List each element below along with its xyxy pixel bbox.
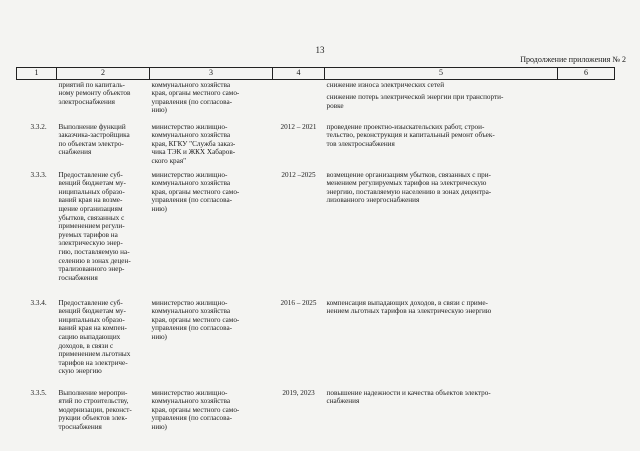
- program-table: [16, 67, 615, 440]
- executor-text: министерство жилищно- коммунального хозяйства края, КГКУ "Служба заказ- чика ТЭК и ЖКХ Хабаров- ского края": [151, 122, 236, 165]
- years-text: 2012 –2025: [281, 170, 316, 179]
- note-text: [558, 79, 615, 122]
- note-text: [558, 170, 615, 298]
- measure-text: Предоставление суб- венций бюджетам му- ниципальных образо- ваний края на возме- щение организациям убытков, связанных с применением регули- руемых тарифов на электрическую энер- гию, поставляемую на- селению в зонах децен- трализованного энер- госнабжения: [58, 170, 131, 282]
- item-number: [17, 79, 57, 122]
- years-text: 2016 – 2025: [280, 298, 317, 307]
- header-cell-4: 4: [273, 68, 325, 80]
- result-text: снижение износа электрических сетей: [326, 80, 445, 89]
- table-row: [17, 79, 615, 122]
- note-text: [558, 122, 615, 170]
- result-text: снижение потерь электрической энергии при транспорти- ровке: [326, 93, 504, 110]
- table-row: [17, 170, 615, 298]
- header-cell-2: 2: [57, 68, 150, 80]
- result-text: возмещение организациям убытков, связанных с при- менением регулируемых тарифов на электрическую энергию, поставляемую населению в зонах децентра- лизованного энергоснабжения: [326, 170, 492, 205]
- item-number: 3.3.5.: [30, 388, 47, 397]
- header-cell-1: 1: [17, 68, 57, 80]
- result-text: повышение надежности и качества объектов электро- снабжения: [326, 388, 491, 406]
- item-number: 3.3.3.: [30, 170, 47, 179]
- note-text: [558, 298, 615, 388]
- table-row: [17, 298, 615, 388]
- measure-text: Выполнение меропри- ятий по строительству, модернизации, реконст- рукции объектов элек- троснабжения: [58, 388, 132, 431]
- years-text: 2012 – 2021: [280, 122, 317, 131]
- executor-text: коммунального хозяйства края, органы местного само- управления (по согласова- нию): [151, 80, 240, 115]
- item-number: 3.3.4.: [30, 298, 47, 307]
- executor-text: министерство жилищно- коммунального хозяйства края, органы местного само- управления (по согласова- нию): [151, 388, 240, 431]
- measure-text: Предоставление суб- венций бюджетам му- ниципальных образо- ваний края на компен- сацию выпадающих доходов, в связи с применением льготных тарифов на электриче- скую энергию: [58, 298, 131, 376]
- header-cell-6: 6: [558, 68, 615, 80]
- years-text: [273, 79, 325, 122]
- executor-text: министерство жилищно- коммунального хозяйства края, органы местного само- управления (по согласова- нию): [151, 170, 240, 213]
- executor-text: министерство жилищно- коммунального хозяйства края, органы местного само- управления (по согласова- нию): [151, 298, 240, 341]
- measure-text: приятий по капиталь- ному ремонту объектов электроснабжения: [58, 80, 131, 106]
- header-row: [17, 68, 615, 80]
- header-cell-3: 3: [150, 68, 273, 80]
- page-number: 13: [315, 45, 325, 55]
- years-text: 2019, 2023: [282, 388, 315, 397]
- measure-text: Выполнение функций заказчика-застройщика по объектам электро- снабжения: [58, 122, 130, 157]
- item-number: 3.3.2.: [30, 122, 47, 131]
- table-row: [17, 122, 615, 170]
- result-cell: [325, 79, 558, 122]
- result-text: компенсация выпадающих доходов, в связи с приме- нением льготных тарифов на электрическую энергию: [326, 298, 492, 316]
- note-text: [558, 388, 615, 440]
- table-row: [17, 388, 615, 440]
- header-cell-5: 5: [325, 68, 558, 80]
- continuation-label: Продолжение приложения № 2: [520, 55, 626, 64]
- result-text: проведение проектно-изыскательских работ, строи- тельство, реконструкция и капитальный ремонт объек- тов электроснабжения: [326, 122, 495, 148]
